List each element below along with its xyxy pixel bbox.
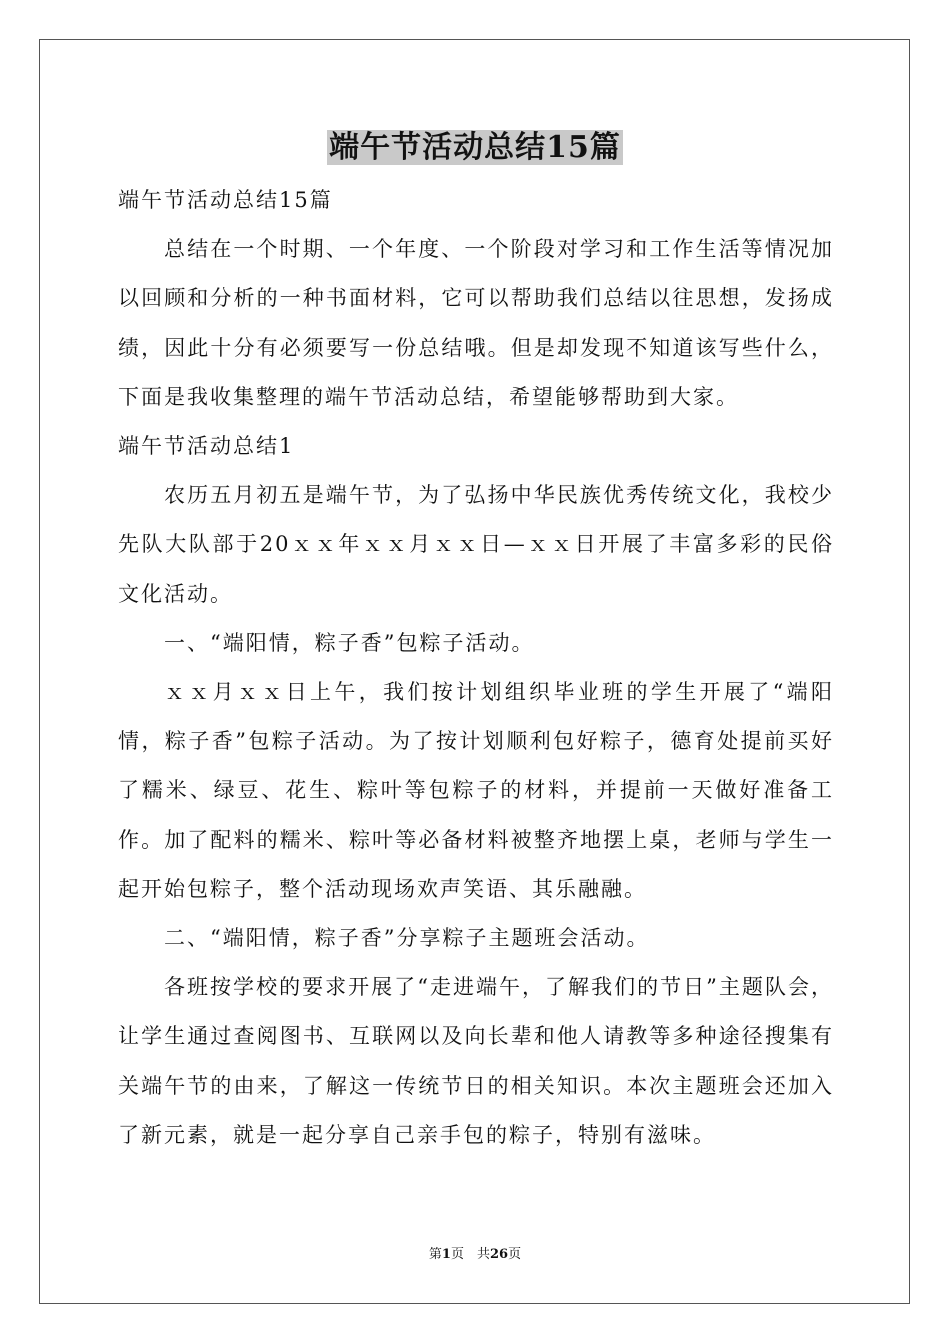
footer-mid: 页 共 (450, 1247, 490, 1262)
footer-suffix: 页 (508, 1247, 522, 1262)
footer-prefix: 第 (428, 1247, 442, 1262)
subsection-heading-1: 一、“端阳情，粽子香”包粽子活动。 (164, 630, 535, 655)
document-title (0, 126, 950, 170)
page-footer (0, 1245, 950, 1265)
body-paragraph: ｘｘ月ｘｘ日上午，我们按计划组织毕业班的学生开展了“端阳情，粽子香”包粽子活动。为了按计划顺利包好粽子，德育处提前买好了糯米、绿豆、花生、粽叶等包粽子的材料，并提前一天做好准备工作。加了配料的糯米、粽叶等必备材料被整齐地摆上桌，老师与学生一起开始包粽子，整个活动现场欢声笑语、其乐融融。 (118, 680, 834, 901)
footer-total-pages: 26 (489, 1247, 509, 1262)
subtitle-line: 端午节活动总结15篇 (118, 188, 333, 212)
document-title-text: 端午节活动总结15篇 (329, 130, 621, 165)
document-body (118, 176, 834, 1160)
body-paragraph: 各班按学校的要求开展了“走进端午，了解我们的节日”主题队会，让学生通过查阅图书、互联网以及向长辈和他人请教等多种途径搜集有关端午节的由来，了解这一传统节日的相关知识。本次主题班会还加入了新元素，就是一起分享自己亲手包的粽子，特别有滋味。 (118, 975, 834, 1147)
intro-paragraph: 总结在一个时期、一个年度、一个阶段对学习和工作生活等情况加以回顾和分析的一种书面材料，它可以帮助我们总结以往思想，发扬成绩，因此十分有必须要写一份总结哦。但是却发现不知道该写些什么，下面是我收集整理的端午节活动总结，希望能够帮助到大家。 (118, 237, 834, 409)
footer-current-page: 1 (441, 1247, 451, 1262)
subsection-heading-2: 二、“端阳情，粽子香”分享粽子主题班会活动。 (164, 926, 650, 951)
body-paragraph: 农历五月初五是端午节，为了弘扬中华民族优秀传统文化，我校少先队大队部于20ｘｘ年ｘｘ月ｘｘ日—ｘｘ日开展了丰富多彩的民俗文化活动。 (118, 483, 834, 606)
section-heading-1: 端午节活动总结1 (118, 434, 295, 459)
